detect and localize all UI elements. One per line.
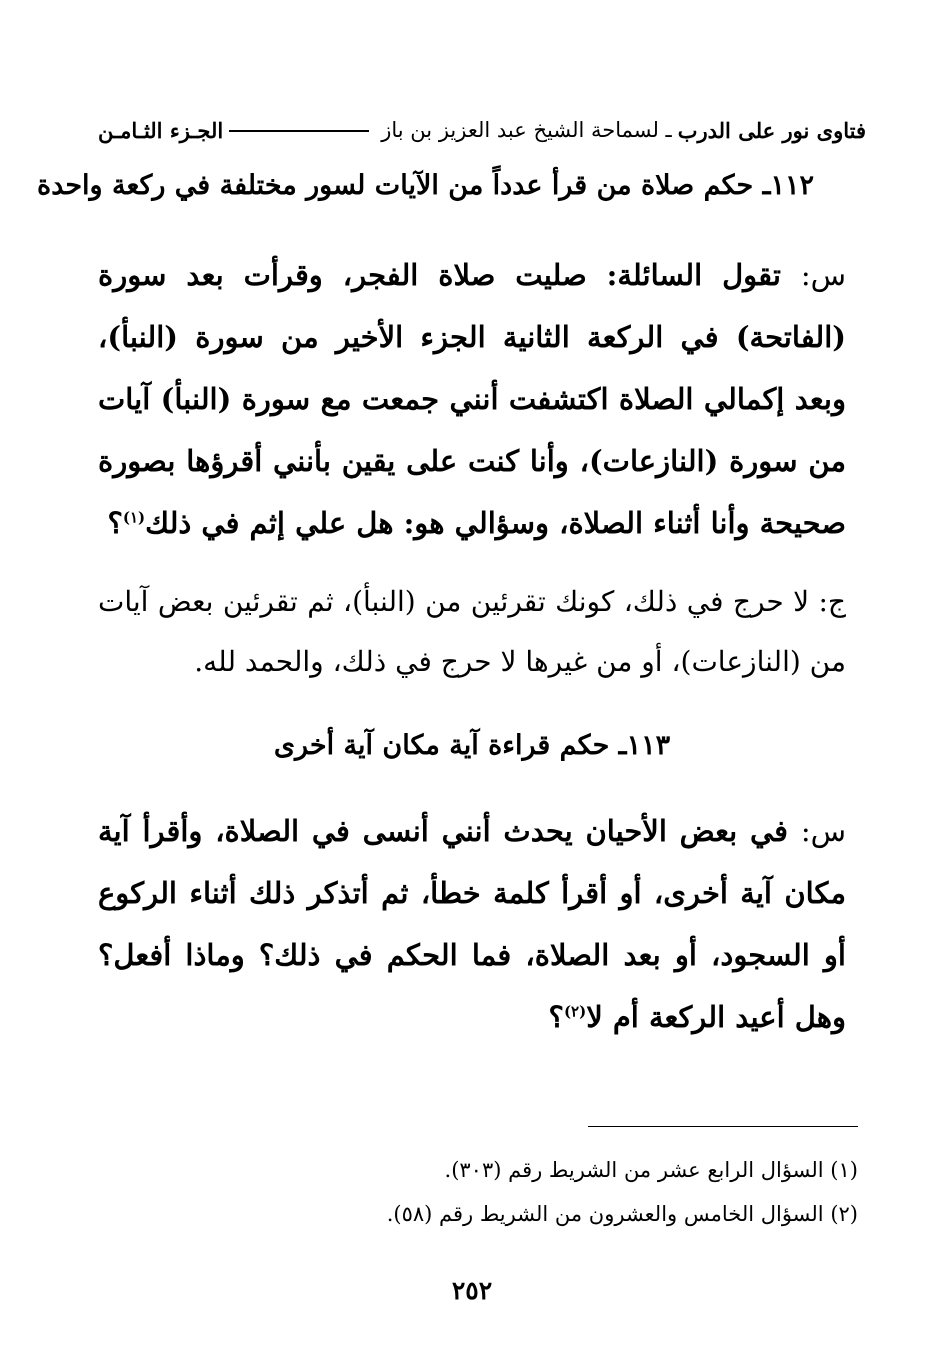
answer-112 bbox=[98, 572, 846, 692]
book-title: فتاوى نور على الدرب bbox=[677, 117, 866, 143]
footnote-ref-2: (٢) bbox=[563, 1002, 587, 1021]
section-heading-112: ١١٢ـ حكم صلاة من قرأ عدداً من الآيات لسور مختلفة في ركعة واحدة bbox=[37, 170, 814, 201]
running-header bbox=[98, 112, 866, 148]
header-rule bbox=[229, 130, 369, 132]
footnote-separator bbox=[588, 1126, 858, 1127]
footnote-2: (٢) السؤال الخامس والعشرون من الشريط رقم (٥٨). bbox=[386, 1202, 858, 1226]
question-113 bbox=[98, 800, 846, 1048]
footnote-ref-1: (١) bbox=[122, 508, 146, 527]
question-label: س: bbox=[800, 258, 846, 292]
section-heading-113: ١١٣ـ حكم قراءة آية مكان آية أخرى bbox=[273, 730, 671, 761]
question-112 bbox=[98, 244, 846, 554]
answer-label: ج: bbox=[818, 585, 846, 618]
answer-text: لا حرج في ذلك، كونك تقرئين من (النبأ)، ثم تقرئين بعض آيات من (النازعات)، أو من غيرها لا حرج في ذلك، والحمد لله. bbox=[98, 585, 846, 678]
question-end: ؟ bbox=[107, 506, 123, 540]
author-name: ـ لسماحة الشيخ عبد العزيز بن باز bbox=[381, 118, 672, 142]
question-label: س: bbox=[800, 814, 846, 848]
footnotes bbox=[200, 1148, 858, 1236]
question-end: ؟ bbox=[548, 1000, 564, 1034]
part-label: الجـزء الثـامـن bbox=[98, 117, 224, 143]
footnote-1: (١) السؤال الرابع عشر من الشريط رقم (٣٠٣). bbox=[444, 1158, 858, 1182]
question-text: في بعض الأحيان يحدث أنني أنسى في الصلاة، وأقرأ آية مكان آية أخرى، أو أقرأ كلمة خطأ، ثم أتذكر ذلك أثناء الركوع أو السجود، أو بعد الصلاة، فما الحكم في ذلك؟ وماذا أفعل؟ وهل أعيد الركعة أم لا bbox=[98, 814, 846, 1034]
page-number: ٢٥٢ bbox=[451, 1276, 493, 1305]
question-text: تقول السائلة: صليت صلاة الفجر، وقرأت بعد سورة (الفاتحة) في الركعة الثانية الجزء الأخير من سورة (النبأ)، وبعد إكمالي الصلاة اكتشفت أنني جمعت مع سورة (النبأ) آيات من سورة (النازعات)، وأنا كنت على يقين بأنني أقرؤها بصورة صحيحة وأنا أثناء الصلاة، وسؤالي هو: هل علي إثم في ذلك bbox=[98, 258, 846, 540]
